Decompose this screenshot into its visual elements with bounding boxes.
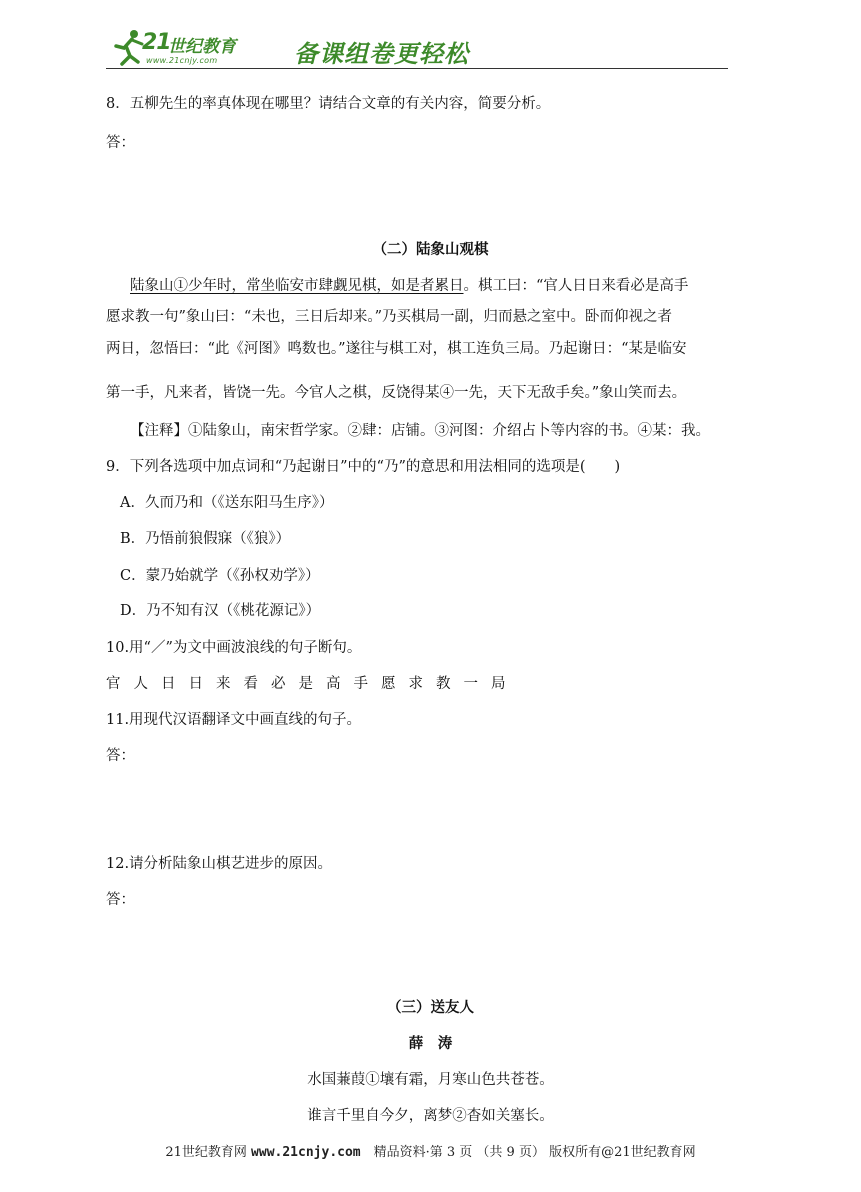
option-c: C．蒙乃始就学（《孙权劝学》） xyxy=(120,568,320,584)
poem-line-1: 水国蒹葭①壤有霜，月寒山色共苍苍。 xyxy=(307,1072,554,1088)
page-footer xyxy=(0,1141,861,1160)
page-header xyxy=(106,24,728,70)
passage-line-1 xyxy=(130,276,688,296)
question-10-sentence: 官人日日来看必是高手愿求教一局 xyxy=(106,676,519,692)
option-a: A．久而乃和（《送东阳马生序》） xyxy=(120,495,334,511)
footer-prefix: 21世纪教育网 xyxy=(165,1145,252,1160)
answer-label-8: 答： xyxy=(106,135,135,151)
passage-line-3: 两日，忽悟曰：“此《河图》鸣数也。”遂往与棋工对，棋工连负三局。乃起谢日：“某是临安 xyxy=(106,341,687,357)
question-8: 8．五柳先生的率真体现在哪里？请结合文章的有关内容，简要分析。 xyxy=(106,96,551,112)
question-10: 10.用“／”为文中画波浪线的句子断句。 xyxy=(106,640,362,656)
section-title-3: （三）送友人 xyxy=(387,1000,474,1016)
footer-suffix: 精品资料·第 3 页 （共 9 页） 版权所有@21世纪教育网 xyxy=(360,1145,696,1160)
question-12: 12.请分析陆象山棋艺进步的原因。 xyxy=(106,856,333,872)
passage-line-1-rest: 。棋工曰：“官人日日来看必是高手 xyxy=(463,278,689,294)
question-9: 9．下列各选项中加点词和“乃起谢日”中的“乃”的意思和用法相同的选项是( ) xyxy=(106,459,621,475)
answer-label-11: 答： xyxy=(106,748,135,764)
passage-line-4: 第一手，凡来者，皆饶一先。今官人之棋，反饶得某④一先，天下无敌手矣。”象山笑而去。 xyxy=(106,385,687,401)
option-b: B．乃悟前狼假寐（《狼》） xyxy=(120,531,291,547)
poem-line-2: 谁言千里自今夕，离梦②杳如关塞长。 xyxy=(307,1108,554,1124)
header-divider xyxy=(106,68,728,69)
header-slogan: 备课组卷更轻松 xyxy=(294,40,469,68)
underlined-sentence: 陆象山①少年时，常坐临安市肆觑见棋，如是者累日 xyxy=(130,278,464,294)
logo-name: 世纪教育 xyxy=(168,37,236,57)
passage-line-2: 愿求教一句”象山曰：“未也，三日后却来。”乃买棋局一副，归而悬之室中。卧而仰视之者 xyxy=(106,309,672,325)
logo-url: www.21cnjy.com xyxy=(146,56,218,65)
logo-number: 21 xyxy=(142,30,171,55)
footer-site-link[interactable]: www.21cnjy.com xyxy=(251,1145,361,1160)
answer-label-12: 答： xyxy=(106,892,135,908)
question-11: 11.用现代汉语翻译文中画直线的句子。 xyxy=(106,712,362,728)
passage-notes: 【注释】①陆象山，南宋哲学家。②肆：店铺。③河图：介绍占卜等内容的书。④某：我。 xyxy=(130,423,710,439)
option-d: D．乃不知有汉（《桃花源记》） xyxy=(120,603,321,619)
poem-author: 薛 涛 xyxy=(408,1036,453,1052)
section-title-2: （二）陆象山观棋 xyxy=(372,242,489,258)
